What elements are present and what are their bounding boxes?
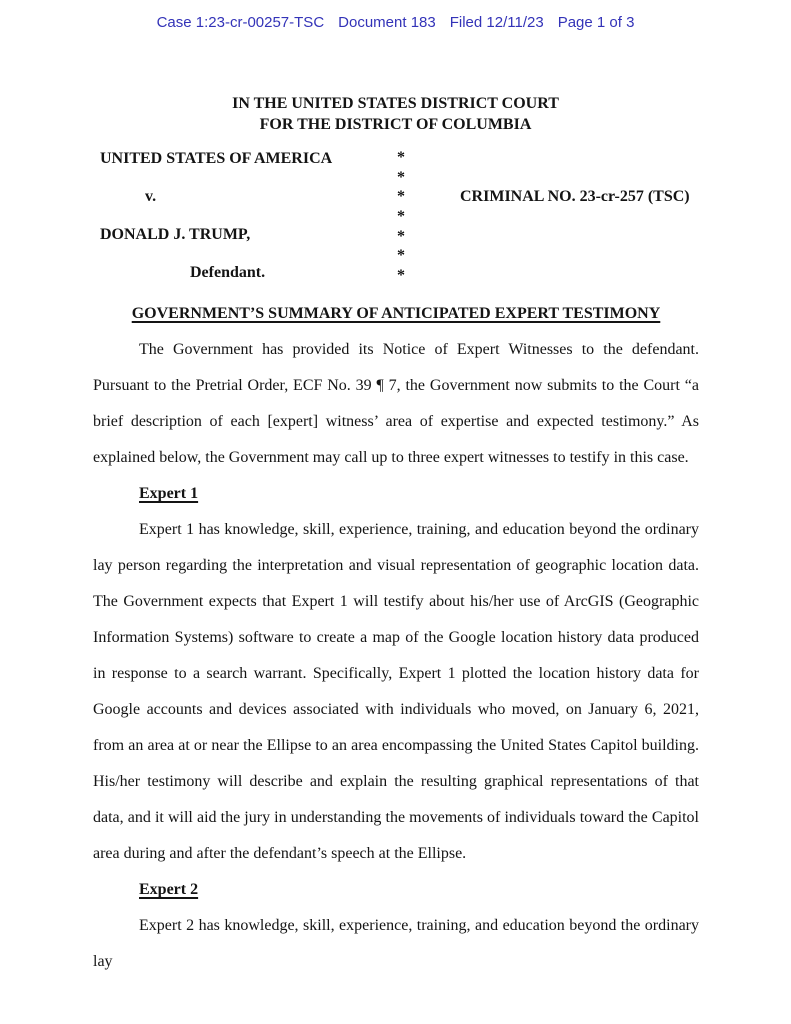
case-caption bbox=[93, 148, 698, 290]
document-body bbox=[93, 296, 699, 980]
expert2-heading: Expert 2 bbox=[139, 881, 199, 898]
asterisk: * bbox=[397, 247, 405, 265]
intro-paragraph: The Government has provided its Notice of Expert Witnesses to the defendant. Pursuant to the Pretrial Order, ECF No. 39 ¶ 7, the Government now submits to the Court “a brief description of each [expert] witness’ area of expertise and expected testimony.” As explained below, the Government may call up to three expert witnesses to testify in this case. bbox=[93, 341, 699, 466]
defendant-label: Defendant. bbox=[190, 264, 266, 281]
asterisk: * bbox=[397, 208, 405, 226]
asterisk: * bbox=[397, 149, 405, 166]
document-title: GOVERNMENT’S SUMMARY OF ANTICIPATED EXPERT TESTIMONY bbox=[131, 305, 661, 322]
court-name-line2: FOR THE DISTRICT OF COLUMBIA bbox=[259, 116, 532, 133]
asterisk: * bbox=[397, 188, 405, 206]
asterisk: * bbox=[397, 267, 405, 285]
pacer-stamp bbox=[0, 14, 791, 32]
asterisk: * bbox=[397, 227, 405, 245]
stamp-case-number: Case 1:23-cr-00257-TSC bbox=[156, 14, 325, 31]
stamp-filed-date: Filed 12/11/23 bbox=[449, 14, 544, 31]
stamp-document-number: Document 183 bbox=[338, 14, 436, 31]
defendant-name: DONALD J. TRUMP, bbox=[100, 226, 251, 243]
versus: v. bbox=[145, 188, 157, 205]
expert2-paragraph: Expert 2 has knowledge, skill, experience, training, and education beyond the ordinary lay bbox=[93, 917, 699, 970]
criminal-case-number: CRIMINAL NO. 23-cr-257 (TSC) bbox=[460, 188, 690, 205]
court-name-line1: IN THE UNITED STATES DISTRICT COURT bbox=[232, 95, 559, 112]
asterisk-column bbox=[396, 148, 406, 286]
plaintiff-name: UNITED STATES OF AMERICA bbox=[100, 150, 333, 167]
stamp-page-number: Page 1 of 3 bbox=[557, 14, 635, 31]
asterisk: * bbox=[397, 168, 405, 186]
expert1-paragraph: Expert 1 has knowledge, skill, experience, training, and education beyond the ordinary lay person regarding the interpretation and visual representation of geographic location data. The Government expects that Expert 1 will testify about his/her use of ArcGIS (Geographic Information Systems) software to create a map of the Google location history data produced in response to a search warrant. Specifically, Expert 1 plotted the location history data for Google accounts and devices associated with individuals who moved, on January 6, 2021, from an area at or near the Ellipse to an area encompassing the United States Capitol building. His/her testimony will describe and explain the resulting graphical representations of that data, and it will aid the jury in understanding the movements of individuals toward the Capitol area during and after the defendant’s speech at the Ellipse. bbox=[93, 521, 699, 862]
expert1-heading: Expert 1 bbox=[139, 485, 199, 502]
court-name bbox=[0, 93, 791, 135]
